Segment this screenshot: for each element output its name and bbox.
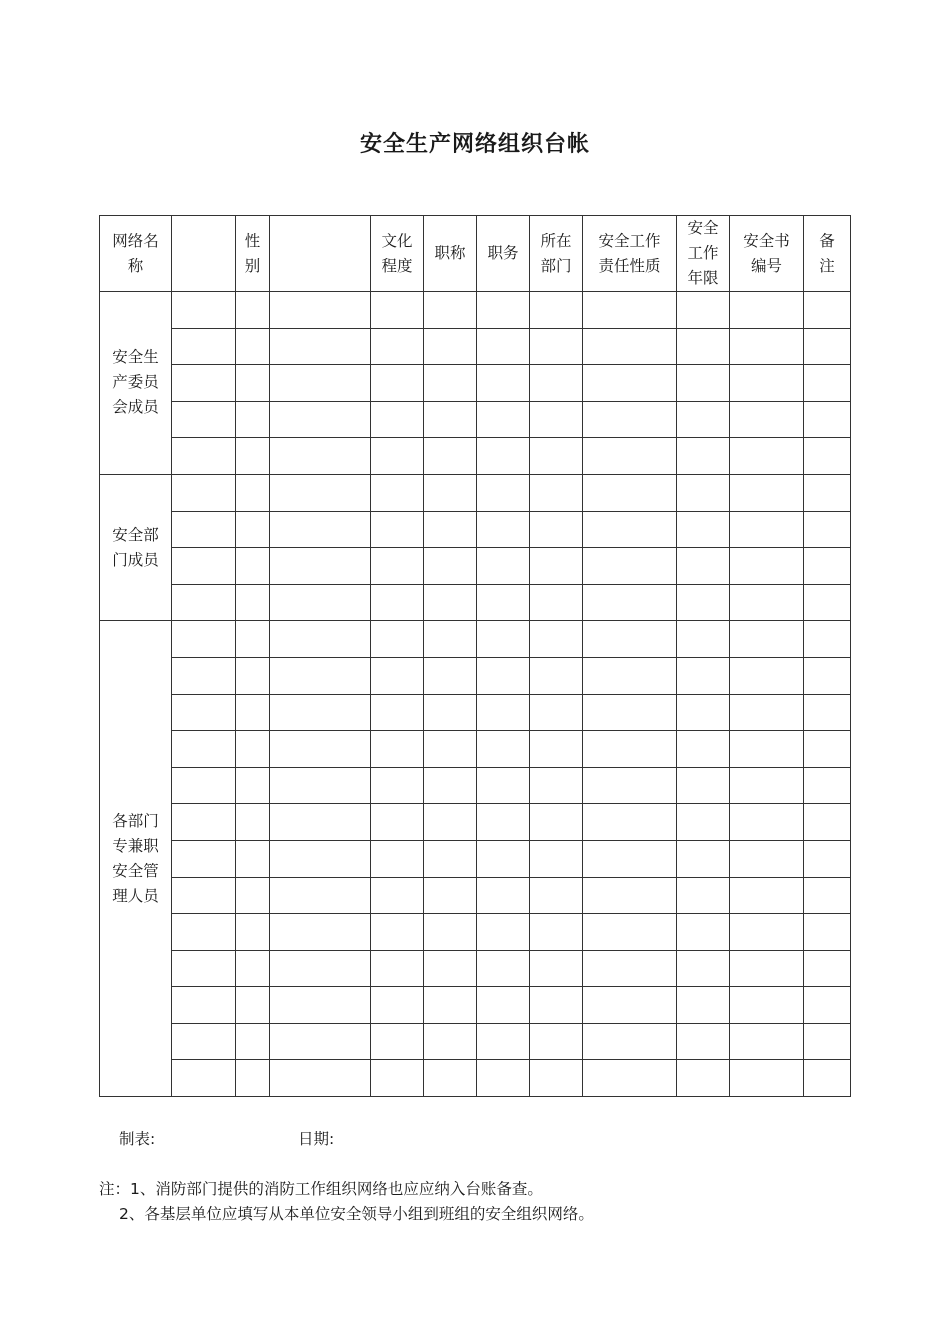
table-cell[interactable]: [477, 584, 530, 621]
table-cell[interactable]: [677, 950, 730, 987]
table-cell[interactable]: [730, 1060, 804, 1097]
table-cell[interactable]: [583, 438, 677, 475]
table-cell[interactable]: [530, 621, 583, 658]
table-row: [100, 292, 851, 329]
column-header: 文化 程度: [371, 216, 424, 292]
table-cell[interactable]: [804, 840, 851, 877]
table-cell[interactable]: [677, 474, 730, 511]
table-cell[interactable]: [172, 1060, 236, 1097]
table-cell[interactable]: [172, 840, 236, 877]
table-cell[interactable]: [583, 328, 677, 365]
table-cell[interactable]: [583, 767, 677, 804]
table-cell[interactable]: [424, 401, 477, 438]
table-cell[interactable]: [270, 401, 371, 438]
table-cell[interactable]: [424, 292, 477, 329]
table-cell[interactable]: [172, 292, 236, 329]
table-cell[interactable]: [730, 548, 804, 585]
table-cell[interactable]: [424, 914, 477, 951]
table-cell[interactable]: [804, 438, 851, 475]
table-cell[interactable]: [677, 365, 730, 402]
table-cell[interactable]: [477, 511, 530, 548]
table-cell[interactable]: [730, 694, 804, 731]
table-cell[interactable]: [677, 328, 730, 365]
table-cell[interactable]: [172, 438, 236, 475]
table-cell[interactable]: [477, 987, 530, 1024]
table-cell[interactable]: [424, 804, 477, 841]
table-cell[interactable]: [677, 877, 730, 914]
table-cell[interactable]: [677, 1060, 730, 1097]
table-cell[interactable]: [677, 694, 730, 731]
table-cell[interactable]: [172, 950, 236, 987]
table-row: [100, 621, 851, 658]
table-cell[interactable]: [172, 804, 236, 841]
table-cell[interactable]: [530, 474, 583, 511]
table-cell[interactable]: [477, 474, 530, 511]
table-cell[interactable]: [270, 987, 371, 1024]
table-cell[interactable]: [677, 401, 730, 438]
table-cell[interactable]: [477, 950, 530, 987]
table-cell[interactable]: [371, 621, 424, 658]
table-cell[interactable]: [424, 877, 477, 914]
table-cell[interactable]: [530, 1060, 583, 1097]
table-cell[interactable]: [424, 694, 477, 731]
table-cell[interactable]: [477, 657, 530, 694]
table-cell[interactable]: [172, 694, 236, 731]
table-cell[interactable]: [270, 365, 371, 402]
safety-network-table: [99, 215, 851, 1097]
table-cell[interactable]: [172, 548, 236, 585]
table-cell[interactable]: [477, 1060, 530, 1097]
table-cell[interactable]: [236, 1060, 270, 1097]
group-label: 安全部 门成员: [100, 474, 172, 620]
table-cell[interactable]: [530, 548, 583, 585]
table-cell[interactable]: [424, 731, 477, 768]
column-header: 性 别: [236, 216, 270, 292]
table-cell[interactable]: [270, 1060, 371, 1097]
table-cell[interactable]: [371, 804, 424, 841]
table-row: [100, 438, 851, 475]
table-row: [100, 950, 851, 987]
date-label: 日期:: [298, 1130, 335, 1148]
table-cell[interactable]: [530, 292, 583, 329]
table-cell[interactable]: [804, 731, 851, 768]
table-cell[interactable]: [530, 584, 583, 621]
column-header: 职称: [424, 216, 477, 292]
table-cell[interactable]: [236, 401, 270, 438]
table-cell[interactable]: [677, 987, 730, 1024]
table-cell[interactable]: [583, 731, 677, 768]
table-cell[interactable]: [371, 584, 424, 621]
table-cell[interactable]: [236, 548, 270, 585]
table-cell[interactable]: [677, 914, 730, 951]
table-cell[interactable]: [236, 731, 270, 768]
table-cell[interactable]: [236, 365, 270, 402]
table-cell[interactable]: [236, 511, 270, 548]
table-cell[interactable]: [730, 731, 804, 768]
table-cell[interactable]: [236, 657, 270, 694]
table-cell[interactable]: [270, 328, 371, 365]
table-cell[interactable]: [583, 621, 677, 658]
table-cell[interactable]: [270, 731, 371, 768]
table-cell[interactable]: [677, 621, 730, 658]
table-cell[interactable]: [583, 804, 677, 841]
table-cell[interactable]: [371, 694, 424, 731]
table-cell[interactable]: [371, 401, 424, 438]
table-row: [100, 401, 851, 438]
table-cell[interactable]: [424, 767, 477, 804]
table-cell[interactable]: [804, 584, 851, 621]
table-cell[interactable]: [172, 365, 236, 402]
prepared-by-label: 制表:: [119, 1130, 156, 1148]
table-cell[interactable]: [583, 365, 677, 402]
table-cell[interactable]: [804, 1023, 851, 1060]
table-cell[interactable]: [530, 731, 583, 768]
table-cell[interactable]: [730, 438, 804, 475]
table-cell[interactable]: [530, 767, 583, 804]
table-cell[interactable]: [804, 914, 851, 951]
table-cell[interactable]: [424, 511, 477, 548]
table-cell[interactable]: [236, 584, 270, 621]
table-row: [100, 365, 851, 402]
table-cell[interactable]: [270, 621, 371, 658]
column-header: 所在 部门: [530, 216, 583, 292]
column-header: 网络名 称: [100, 216, 172, 292]
table-cell[interactable]: [530, 511, 583, 548]
table-cell[interactable]: [730, 950, 804, 987]
table-cell[interactable]: [677, 292, 730, 329]
table-cell[interactable]: [583, 840, 677, 877]
table-cell[interactable]: [236, 1023, 270, 1060]
table-cell[interactable]: [804, 767, 851, 804]
table-cell[interactable]: [172, 328, 236, 365]
table-cell[interactable]: [270, 438, 371, 475]
table-row: [100, 767, 851, 804]
column-header: 安全 工作 年限: [677, 216, 730, 292]
table-cell[interactable]: [583, 1023, 677, 1060]
table-row: [100, 328, 851, 365]
table-cell[interactable]: [371, 840, 424, 877]
table-cell[interactable]: [270, 1023, 371, 1060]
table-cell[interactable]: [270, 877, 371, 914]
table-cell[interactable]: [477, 804, 530, 841]
table-cell[interactable]: [583, 401, 677, 438]
table-cell[interactable]: [270, 804, 371, 841]
table-cell[interactable]: [477, 438, 530, 475]
table-cell[interactable]: [804, 1060, 851, 1097]
table-cell[interactable]: [730, 767, 804, 804]
group-label: 安全生 产委员 会成员: [100, 292, 172, 475]
table-cell[interactable]: [477, 292, 530, 329]
table-cell[interactable]: [270, 767, 371, 804]
table-cell[interactable]: [477, 1023, 530, 1060]
table-cell[interactable]: [583, 950, 677, 987]
table-cell[interactable]: [730, 657, 804, 694]
table-cell[interactable]: [371, 950, 424, 987]
table-cell[interactable]: [371, 657, 424, 694]
table-cell[interactable]: [583, 914, 677, 951]
table-cell[interactable]: [477, 914, 530, 951]
table-cell[interactable]: [583, 292, 677, 329]
table-cell[interactable]: [804, 877, 851, 914]
table-cell[interactable]: [730, 474, 804, 511]
table-cell[interactable]: [270, 840, 371, 877]
table-cell[interactable]: [172, 914, 236, 951]
table-cell[interactable]: [730, 877, 804, 914]
table-cell[interactable]: [371, 877, 424, 914]
table-cell[interactable]: [804, 548, 851, 585]
table-cell[interactable]: [804, 804, 851, 841]
table-cell[interactable]: [530, 877, 583, 914]
table-row: [100, 877, 851, 914]
table-cell[interactable]: [236, 767, 270, 804]
table-cell[interactable]: [730, 621, 804, 658]
table-cell[interactable]: [730, 365, 804, 402]
column-header: 安全书 编号: [730, 216, 804, 292]
table-row: [100, 804, 851, 841]
table-cell[interactable]: [583, 694, 677, 731]
table-cell[interactable]: [477, 621, 530, 658]
note-line-1: 注：1、消防部门提供的消防工作组织网络也应应纳入台账备查。: [99, 1180, 543, 1198]
table-cell[interactable]: [583, 987, 677, 1024]
table-cell[interactable]: [477, 365, 530, 402]
table-cell[interactable]: [424, 950, 477, 987]
note-line-2: 2、各基层单位应填写从本单位安全领导小组到班组的安全组织网络。: [119, 1205, 594, 1223]
table-cell[interactable]: [371, 767, 424, 804]
table-cell[interactable]: [424, 1023, 477, 1060]
table-cell[interactable]: [236, 621, 270, 658]
table-cell[interactable]: [730, 584, 804, 621]
table-cell[interactable]: [730, 840, 804, 877]
table-cell[interactable]: [424, 438, 477, 475]
table-cell[interactable]: [477, 401, 530, 438]
table-cell[interactable]: [270, 548, 371, 585]
table-cell[interactable]: [172, 877, 236, 914]
table-cell[interactable]: [583, 474, 677, 511]
table-cell[interactable]: [804, 987, 851, 1024]
table-cell[interactable]: [477, 694, 530, 731]
table-cell[interactable]: [530, 657, 583, 694]
table-cell[interactable]: [172, 474, 236, 511]
table-cell[interactable]: [172, 401, 236, 438]
table-cell[interactable]: [270, 657, 371, 694]
table-cell[interactable]: [172, 767, 236, 804]
table-cell[interactable]: [371, 365, 424, 402]
table-cell[interactable]: [371, 548, 424, 585]
table-cell[interactable]: [371, 328, 424, 365]
table-cell[interactable]: [583, 584, 677, 621]
table-cell[interactable]: [424, 840, 477, 877]
table-cell[interactable]: [730, 401, 804, 438]
table-cell[interactable]: [677, 548, 730, 585]
table-row: [100, 731, 851, 768]
table-row: [100, 694, 851, 731]
table-cell[interactable]: [583, 657, 677, 694]
table-cell[interactable]: [730, 328, 804, 365]
table-cell[interactable]: [424, 474, 477, 511]
table-cell[interactable]: [677, 511, 730, 548]
table-row: [100, 840, 851, 877]
table-cell[interactable]: [236, 474, 270, 511]
table-cell[interactable]: [270, 694, 371, 731]
table-cell[interactable]: [236, 950, 270, 987]
table-cell[interactable]: [530, 914, 583, 951]
table-cell[interactable]: [677, 438, 730, 475]
table-cell[interactable]: [530, 1023, 583, 1060]
table-cell[interactable]: [477, 840, 530, 877]
table-cell[interactable]: [677, 657, 730, 694]
table-cell[interactable]: [236, 292, 270, 329]
table-row: [100, 511, 851, 548]
table-cell[interactable]: [371, 1060, 424, 1097]
table-cell[interactable]: [371, 511, 424, 548]
table-cell[interactable]: [236, 877, 270, 914]
table-cell[interactable]: [530, 840, 583, 877]
column-header: 职务: [477, 216, 530, 292]
table-row: [100, 1023, 851, 1060]
table-row: [100, 548, 851, 585]
table-cell[interactable]: [371, 731, 424, 768]
table-cell[interactable]: [804, 511, 851, 548]
table-cell[interactable]: [236, 438, 270, 475]
table-cell[interactable]: [236, 694, 270, 731]
table-cell[interactable]: [477, 767, 530, 804]
table-cell[interactable]: [583, 1060, 677, 1097]
table-cell[interactable]: [424, 987, 477, 1024]
table-cell[interactable]: [804, 292, 851, 329]
table-cell[interactable]: [270, 950, 371, 987]
table-cell[interactable]: [730, 511, 804, 548]
table-cell[interactable]: [270, 914, 371, 951]
column-header: 备 注: [804, 216, 851, 292]
table-cell[interactable]: [477, 731, 530, 768]
table-cell[interactable]: [172, 731, 236, 768]
table-header-row: [100, 216, 851, 292]
table-cell[interactable]: [530, 694, 583, 731]
table-cell[interactable]: [583, 548, 677, 585]
table-cell[interactable]: [270, 292, 371, 329]
table-cell[interactable]: [172, 1023, 236, 1060]
table-cell[interactable]: [804, 365, 851, 402]
table-cell[interactable]: [677, 840, 730, 877]
table-cell[interactable]: [530, 950, 583, 987]
table-row: [100, 584, 851, 621]
table-cell[interactable]: [530, 401, 583, 438]
table-cell[interactable]: [677, 731, 730, 768]
table-cell[interactable]: [236, 328, 270, 365]
column-header: [172, 216, 236, 292]
table-cell[interactable]: [172, 511, 236, 548]
table-cell[interactable]: [424, 328, 477, 365]
table-cell[interactable]: [804, 328, 851, 365]
table-cell[interactable]: [730, 914, 804, 951]
table-cell[interactable]: [371, 987, 424, 1024]
table-cell[interactable]: [172, 584, 236, 621]
table-cell[interactable]: [530, 987, 583, 1024]
table-cell[interactable]: [371, 914, 424, 951]
group-label: 各部门 专兼职 安全管 理人员: [100, 621, 172, 1097]
table-cell[interactable]: [172, 657, 236, 694]
table-row: [100, 474, 851, 511]
table-cell[interactable]: [530, 328, 583, 365]
table-cell[interactable]: [730, 1023, 804, 1060]
table-cell[interactable]: [804, 950, 851, 987]
table-cell[interactable]: [583, 877, 677, 914]
table-cell[interactable]: [530, 438, 583, 475]
table-cell[interactable]: [172, 621, 236, 658]
table-cell[interactable]: [804, 474, 851, 511]
table-cell[interactable]: [677, 767, 730, 804]
table-cell[interactable]: [804, 657, 851, 694]
table-cell[interactable]: [730, 292, 804, 329]
column-header: [270, 216, 371, 292]
document-title: 安全生产网络组织台帐: [359, 132, 590, 157]
table-cell[interactable]: [424, 365, 477, 402]
column-header: 安全工作 责任性质: [583, 216, 677, 292]
table-cell[interactable]: [804, 694, 851, 731]
table-cell[interactable]: [371, 474, 424, 511]
table-cell[interactable]: [270, 584, 371, 621]
table-cell[interactable]: [424, 548, 477, 585]
table-cell[interactable]: [236, 914, 270, 951]
table-row: [100, 987, 851, 1024]
table-cell[interactable]: [530, 365, 583, 402]
table-cell[interactable]: [236, 987, 270, 1024]
table-cell[interactable]: [371, 1023, 424, 1060]
table-cell[interactable]: [583, 511, 677, 548]
table-cell[interactable]: [730, 987, 804, 1024]
table-cell[interactable]: [424, 1060, 477, 1097]
table-cell[interactable]: [804, 621, 851, 658]
table-cell[interactable]: [677, 804, 730, 841]
table-cell[interactable]: [477, 877, 530, 914]
table-cell[interactable]: [424, 657, 477, 694]
table-cell[interactable]: [371, 438, 424, 475]
table-cell[interactable]: [270, 511, 371, 548]
table-row: [100, 657, 851, 694]
table-cell[interactable]: [172, 987, 236, 1024]
table-cell[interactable]: [677, 584, 730, 621]
table-cell[interactable]: [270, 474, 371, 511]
table-cell[interactable]: [730, 804, 804, 841]
table-cell[interactable]: [804, 401, 851, 438]
table-cell[interactable]: [677, 1023, 730, 1060]
table-cell[interactable]: [236, 804, 270, 841]
table-cell[interactable]: [236, 840, 270, 877]
table-row: [100, 914, 851, 951]
table-cell[interactable]: [477, 328, 530, 365]
table-cell[interactable]: [477, 548, 530, 585]
table-cell[interactable]: [424, 621, 477, 658]
table-row: [100, 1060, 851, 1097]
table-cell[interactable]: [530, 804, 583, 841]
table-cell[interactable]: [371, 292, 424, 329]
table-cell[interactable]: [424, 584, 477, 621]
